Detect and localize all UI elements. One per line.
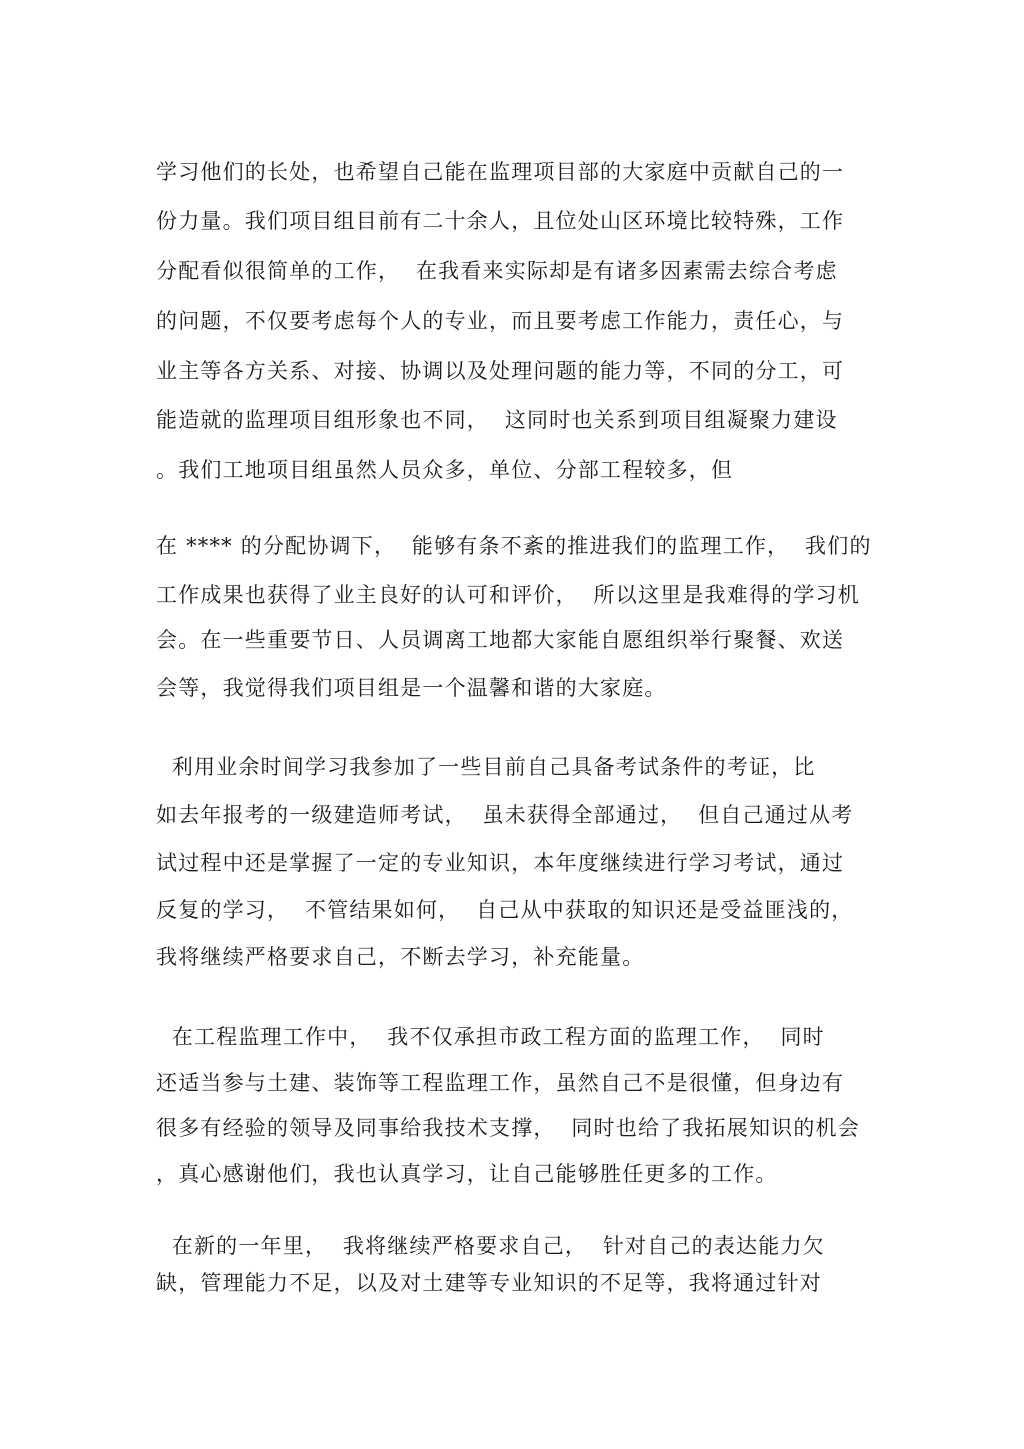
text-line: 份力量。我们项目组目前有二十余人，且位处山区环境比较特殊，工作: [156, 209, 845, 233]
text-line: 能造就的监理项目组形象也不同， 这同时也关系到项目组凝聚力建设: [156, 408, 838, 432]
text-line: 如去年报考的一级建造师考试， 虽未获得全部通过， 但自己通过从考: [156, 803, 854, 827]
text-line: 还适当参与土建、装饰等工程监理工作，虽然自己不是很懂，但身边有: [156, 1071, 845, 1095]
text-line: 的问题，不仅要考虑每个人的专业，而且要考虑工作能力，责任心，与: [156, 309, 845, 333]
text-line: ，真心感谢他们，我也认真学习，让自己能够胜任更多的工作。: [156, 1162, 778, 1186]
text-line: 在工程监理工作中， 我不仅承担市政工程方面的监理工作， 同时: [156, 1025, 825, 1049]
text-line: 很多有经验的领导及同事给我技术支撑， 同时也给了我拓展知识的机会: [156, 1116, 860, 1140]
text-line: 。我们工地项目组虽然人员众多，单位、分部工程较多，但: [156, 458, 734, 482]
text-line: 会等，我觉得我们项目组是一个温馨和谐的大家庭。: [156, 676, 667, 700]
text-line: 试过程中还是掌握了一定的专业知识，本年度继续进行学习考试，通过: [156, 851, 845, 875]
text-line: 缺，管理能力不足，以及对土建等专业知识的不足等，我将通过针对: [156, 1271, 822, 1295]
text-line: 工作成果也获得了业主良好的认可和评价， 所以这里是我难得的学习机: [156, 583, 860, 607]
text-line: 在 **** 的分配协调下， 能够有条不紊的推进我们的监理工作， 我们的: [156, 534, 872, 558]
text-line: 反复的学习， 不管结果如何， 自己从中获取的知识还是受益匪浅的，: [156, 898, 854, 922]
text-line: 在新的一年里， 我将继续严格要求自己， 针对自己的表达能力欠: [156, 1234, 825, 1258]
text-line: 学习他们的长处，也希望自己能在监理项目部的大家庭中贡献自己的一: [156, 160, 845, 184]
text-line: 分配看似很简单的工作， 在我看来实际却是有诸多因素需去综合考虑: [156, 259, 838, 283]
text-line: 利用业余时间学习我参加了一些目前自己具备考试条件的考证，比: [156, 755, 816, 779]
text-line: 会。在一些重要节日、人员调离工地都大家能自愿组织举行聚餐、欢送: [156, 628, 845, 652]
text-line: 业主等各方关系、对接、协调以及处理问题的能力等，不同的分工，可: [156, 359, 845, 383]
text-line: 我将继续严格要求自己，不断去学习，补充能量。: [156, 945, 645, 969]
